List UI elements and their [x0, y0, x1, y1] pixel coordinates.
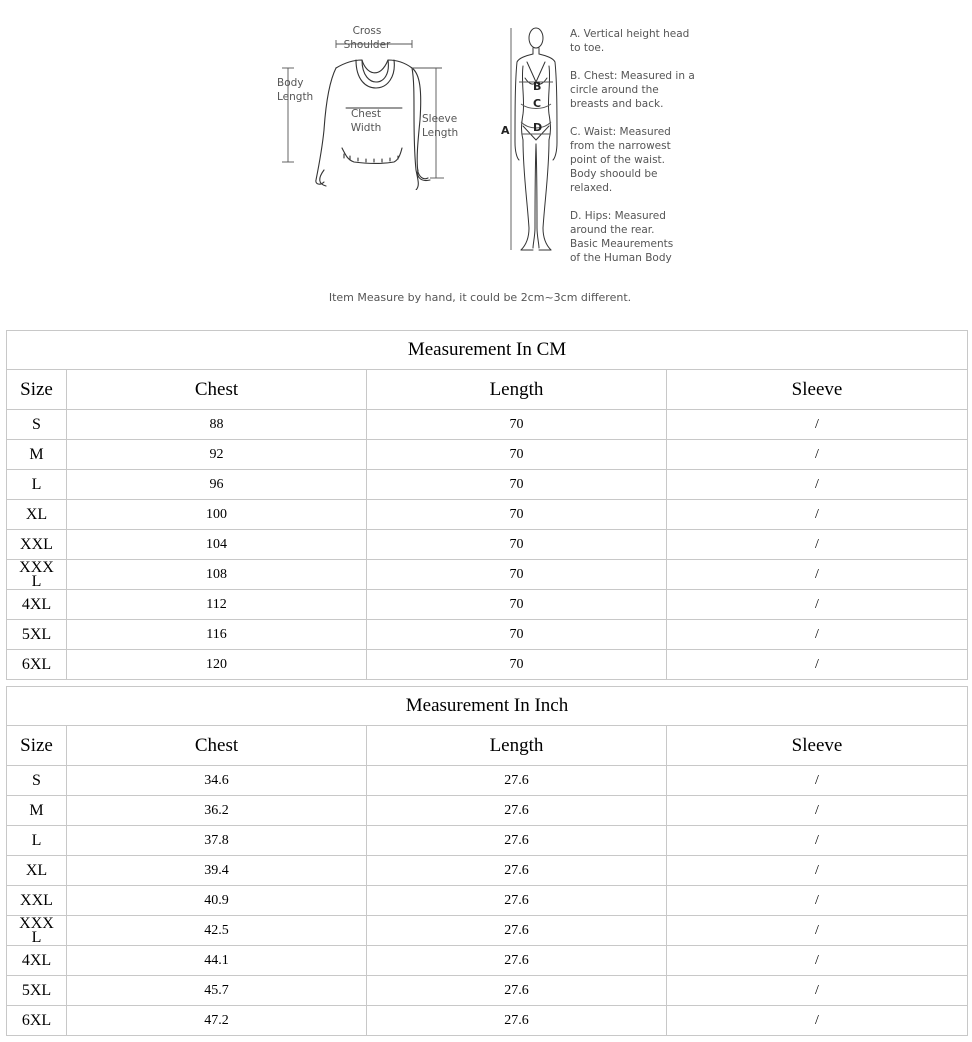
cell-sleeve: / — [667, 856, 968, 886]
size-label: L — [31, 475, 42, 493]
cell-length: 27.6 — [367, 826, 667, 856]
cell-length: 27.6 — [367, 766, 667, 796]
cell-chest: 100 — [67, 500, 367, 530]
instruction-b: B. Chest: Measured in a circle around the breasts and back. — [570, 70, 695, 110]
table-row — [7, 470, 968, 500]
cell-size — [7, 766, 67, 796]
size-label: L — [31, 831, 42, 849]
cell-size — [7, 650, 67, 680]
table-row — [7, 976, 968, 1006]
table-row — [7, 886, 968, 916]
cell-sleeve: / — [667, 916, 968, 946]
cell-size — [7, 916, 67, 946]
cell-length: 70 — [367, 410, 667, 440]
cell-size — [7, 410, 67, 440]
cell-size — [7, 886, 67, 916]
cell-chest: 37.8 — [67, 826, 367, 856]
cell-chest: 92 — [67, 440, 367, 470]
table-row — [7, 796, 968, 826]
cell-sleeve: / — [667, 796, 968, 826]
size-label: XXXL — [19, 915, 54, 946]
cell-chest: 104 — [67, 530, 367, 560]
column-header-chest: Chest — [67, 726, 367, 766]
instruction-c: C. Waist: Measured from the narrowest point of the waist. Body shoould be relaxed. — [570, 126, 671, 194]
cell-chest: 47.2 — [67, 1006, 367, 1036]
cell-sleeve: / — [667, 766, 968, 796]
size-label: 6XL — [21, 655, 52, 673]
instruction-d: D. Hips: Measured around the rear. Basic Meaurements of the Human Body — [570, 210, 674, 264]
table-row — [7, 766, 968, 796]
cell-length: 70 — [367, 590, 667, 620]
table-row — [7, 856, 968, 886]
size-label: XXL — [20, 535, 53, 553]
size-label: S — [32, 415, 41, 433]
cell-length: 27.6 — [367, 946, 667, 976]
cell-length: 27.6 — [367, 886, 667, 916]
cell-chest: 88 — [67, 410, 367, 440]
cross-shoulder-label: Cross Shoulder — [343, 25, 391, 51]
body-illustration — [505, 22, 565, 256]
cell-sleeve: / — [667, 440, 968, 470]
size-label: XL — [25, 861, 48, 879]
table-row — [7, 410, 968, 440]
cell-sleeve: / — [667, 1006, 968, 1036]
table-row — [7, 440, 968, 470]
cell-chest: 39.4 — [67, 856, 367, 886]
size-label: XXL — [20, 891, 53, 909]
cell-sleeve: / — [667, 530, 968, 560]
cell-chest: 45.7 — [67, 976, 367, 1006]
letter-c: C — [533, 97, 542, 110]
cell-size — [7, 946, 67, 976]
cell-size — [7, 976, 67, 1006]
cell-size — [7, 560, 67, 590]
cell-sleeve: / — [667, 826, 968, 856]
cell-length: 70 — [367, 650, 667, 680]
cell-chest: 36.2 — [67, 796, 367, 826]
cell-sleeve: / — [667, 946, 968, 976]
chest-width-label: Chest Width — [350, 108, 382, 134]
table-row — [7, 530, 968, 560]
letter-d: D — [533, 121, 543, 134]
cell-size — [7, 826, 67, 856]
sleeve-length-label: Sleeve Length — [422, 113, 459, 139]
measurement-note: Item Measure by hand, it could be 2cm~3cm different. — [328, 291, 632, 304]
cell-chest: 108 — [67, 560, 367, 590]
cell-chest: 42.5 — [67, 916, 367, 946]
table-row — [7, 650, 968, 680]
size-label: M — [29, 445, 44, 463]
cell-length: 70 — [367, 500, 667, 530]
cell-length: 70 — [367, 470, 667, 500]
cell-sleeve: / — [667, 410, 968, 440]
cell-size — [7, 1006, 67, 1036]
table-title-row — [7, 331, 968, 370]
cell-size — [7, 530, 67, 560]
table-row — [7, 916, 968, 946]
cell-size — [7, 470, 67, 500]
cell-size — [7, 500, 67, 530]
size-label: XXXL — [19, 559, 54, 590]
table-title: Measurement In Inch — [7, 687, 968, 726]
cell-length: 70 — [367, 440, 667, 470]
letter-a: A — [501, 124, 510, 137]
table-row — [7, 590, 968, 620]
cell-size — [7, 440, 67, 470]
cell-sleeve: / — [667, 560, 968, 590]
cell-sleeve: / — [667, 650, 968, 680]
size-label: 6XL — [21, 1011, 52, 1029]
cell-sleeve: / — [667, 886, 968, 916]
column-header-length: Length — [367, 726, 667, 766]
cell-size — [7, 590, 67, 620]
cell-sleeve: / — [667, 500, 968, 530]
size-table-inch — [6, 686, 968, 1036]
size-label: 4XL — [21, 595, 52, 613]
size-label: 5XL — [21, 981, 52, 999]
column-header-size: Size — [7, 726, 67, 766]
cell-size — [7, 620, 67, 650]
size-label: 5XL — [21, 625, 52, 643]
size-label: XL — [25, 505, 48, 523]
cell-length: 27.6 — [367, 796, 667, 826]
cell-chest: 112 — [67, 590, 367, 620]
size-table-cm — [6, 330, 968, 680]
table-row — [7, 620, 968, 650]
column-header-sleeve: Sleeve — [667, 726, 968, 766]
cell-chest: 34.6 — [67, 766, 367, 796]
table-title: Measurement In CM — [7, 331, 968, 370]
cell-chest: 116 — [67, 620, 367, 650]
size-label: 4XL — [21, 951, 52, 969]
cell-sleeve: / — [667, 590, 968, 620]
cell-chest: 120 — [67, 650, 367, 680]
cell-length: 27.6 — [367, 856, 667, 886]
cell-size — [7, 796, 67, 826]
cell-chest: 40.9 — [67, 886, 367, 916]
table-header-row — [7, 726, 968, 766]
column-header-length: Length — [367, 370, 667, 410]
cell-sleeve: / — [667, 470, 968, 500]
cell-chest: 96 — [67, 470, 367, 500]
cell-chest: 44.1 — [67, 946, 367, 976]
table-row — [7, 560, 968, 590]
size-label: M — [29, 801, 44, 819]
measurement-diagram — [0, 0, 972, 320]
body-length-label: Body Length — [277, 77, 314, 103]
cell-length: 27.6 — [367, 1006, 667, 1036]
cell-length: 70 — [367, 560, 667, 590]
cell-sleeve: / — [667, 976, 968, 1006]
table-row — [7, 826, 968, 856]
cell-length: 27.6 — [367, 976, 667, 1006]
letter-b: B — [533, 80, 542, 93]
table-title-row — [7, 687, 968, 726]
size-label: S — [32, 771, 41, 789]
column-header-sleeve: Sleeve — [667, 370, 968, 410]
cell-size — [7, 856, 67, 886]
table-row — [7, 1006, 968, 1036]
cell-sleeve: / — [667, 620, 968, 650]
instruction-a: A. Vertical height head to toe. — [570, 28, 690, 54]
table-row — [7, 946, 968, 976]
column-header-size: Size — [7, 370, 67, 410]
table-row — [7, 500, 968, 530]
cell-length: 27.6 — [367, 916, 667, 946]
table-header-row — [7, 370, 968, 410]
cell-length: 70 — [367, 620, 667, 650]
column-header-chest: Chest — [67, 370, 367, 410]
cell-length: 70 — [367, 530, 667, 560]
